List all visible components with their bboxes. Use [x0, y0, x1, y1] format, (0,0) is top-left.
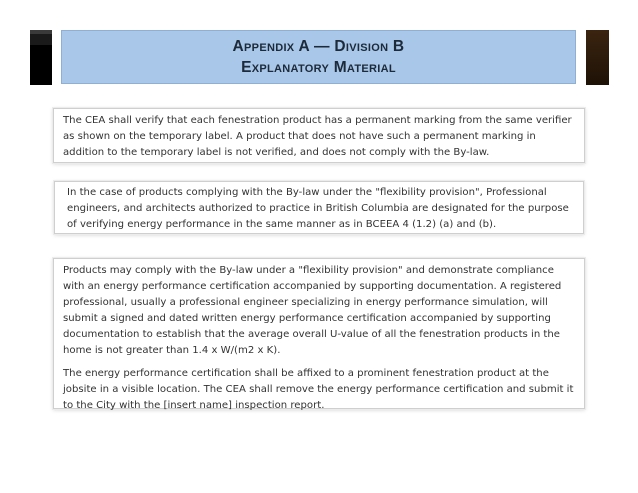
paragraph: The CEA shall verify that each fenestration product has a permanent marking from the same verifier as shown on the temporary label. A product that does not have such a permanent marking in addition to the temporary label is not verified, and does not comply with the By-law. — [63, 115, 572, 158]
decorative-corner-right — [586, 30, 609, 85]
paragraph: In the case of products complying with the By-law under the "flexibility provision", Professional engineers, and architects authorized to practice in British Columbia are designated for the purpose of verifying energy performance in the same manner as in BCEEA 4 (1.2) (a) and (b). — [67, 187, 569, 230]
title-line-1: Appendix A — Division B — [232, 38, 405, 55]
text-box-designated-professionals — [54, 181, 584, 234]
text-box-verification — [53, 108, 585, 163]
title-line-2: Explanatory Material — [241, 59, 396, 76]
text-box-flexibility-provision — [53, 258, 585, 409]
paragraph: Products may comply with the By-law under a "flexibility provision" and demonstrate compliance with an energy performance certification accompanied by supporting documentation. A registered professional, usually a professional engineer specializing in energy performance simulation, will submit a signed and dated written energy performance certification accompanied by supporting documentation to establish that the average overall U-value of all the fenestration products in the home is not greater than 1.4 x W/(m2 x K). — [63, 265, 562, 356]
slide-title-banner — [61, 30, 576, 84]
paragraph: The energy performance certification shall be affixed to a prominent fenestration product at the jobsite in a visible location. The CEA shall remove the energy performance certification and submit it to the City with the [insert name] inspection report. — [63, 368, 574, 411]
decorative-corner-left — [30, 30, 52, 85]
